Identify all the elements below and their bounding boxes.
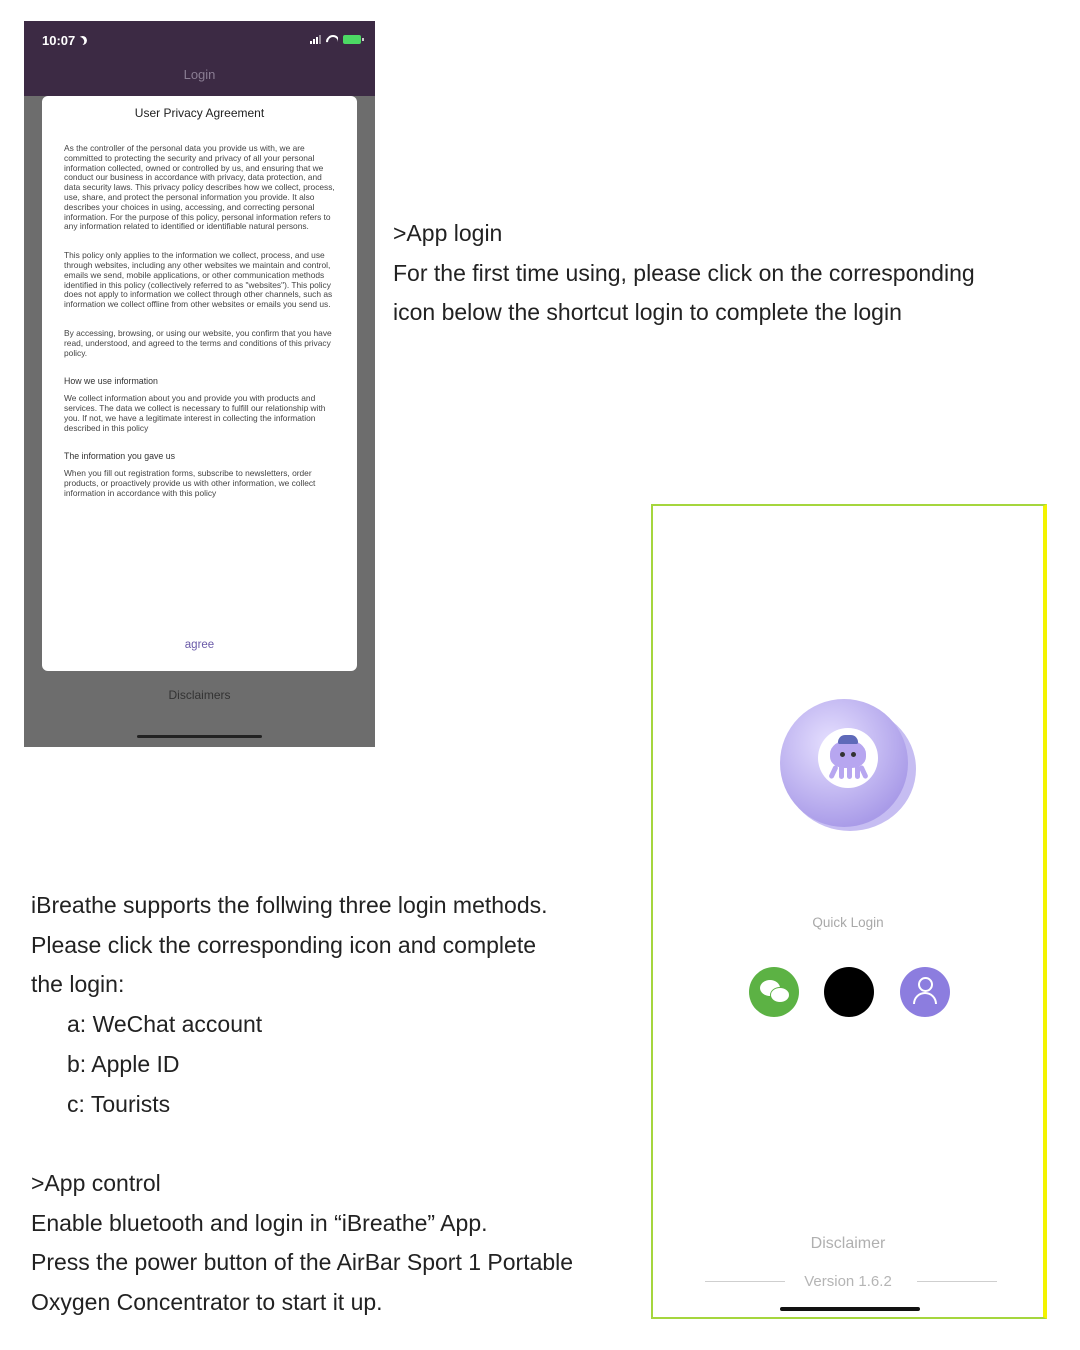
app-login-text xyxy=(393,214,975,333)
method-item: a: WeChat account xyxy=(67,1011,263,1038)
moon-icon xyxy=(77,35,89,47)
quick-login-screen xyxy=(651,504,1047,1319)
home-indicator[interactable] xyxy=(780,1307,920,1311)
wifi-icon xyxy=(326,35,338,44)
app-control-line: Press the power button of the AirBar Sport 1 Portable xyxy=(31,1249,574,1276)
app-control-line: Oxygen Concentrator to start it up. xyxy=(31,1289,383,1316)
app-login-line: For the first time using, please click on the corresponding xyxy=(393,259,975,286)
policy-paragraph: As the controller of the personal data you provide us with, we are committed to protecting the security and privacy of all your personal information collected, owned or controlled by us, and ensuring that we conduct our business in accordance with privacy, data protection, and data security laws. This privacy policy describes how we collect, process, use, share, and protect the personal information you provide. It also describes your choices in using, accessing, and correcting personal information. For the purpose of this policy, personal information refers to any information related to identified or identifiable natural persons. xyxy=(64,144,335,232)
app-login-line: icon below the shortcut login to complete the login xyxy=(393,299,902,326)
status-time xyxy=(42,33,87,48)
home-indicator[interactable] xyxy=(137,735,262,738)
privacy-screen xyxy=(24,21,375,747)
policy-paragraph: We collect information about you and provide you with products and services. The data we collect is necessary to fulfill our relationship with you. If not, we have a legitimate interest in collecting the information described in this policy xyxy=(64,393,326,433)
policy-heading: How we use information xyxy=(64,376,158,387)
status-time-text: 10:07 xyxy=(42,33,76,48)
app-control-text xyxy=(31,1164,573,1323)
octopus-mascot-icon xyxy=(818,728,878,788)
version-label: Version 1.6.2 xyxy=(804,1273,892,1290)
disclaimer-link[interactable]: Disclaimer xyxy=(810,1235,886,1252)
policy-text[interactable] xyxy=(64,144,335,622)
method-item: b: Apple ID xyxy=(67,1050,180,1077)
app-control-heading: >App control xyxy=(31,1170,161,1196)
agree-button[interactable]: agree xyxy=(184,639,215,651)
divider xyxy=(917,1281,997,1282)
nav-title: Login xyxy=(183,67,216,82)
policy-paragraph: By accessing, browsing, or using our website, you confirm that you have read, understood, and agreed to the terms and conditions of this privacy policy. xyxy=(64,327,332,358)
top-bar xyxy=(24,21,375,96)
method-item: c: Tourists xyxy=(67,1090,171,1117)
battery-icon xyxy=(343,35,361,44)
methods-line: iBreathe supports the follwing three login methods. xyxy=(31,892,548,918)
methods-line: the login: xyxy=(31,971,125,998)
privacy-dialog xyxy=(42,96,357,671)
app-login-heading: >App login xyxy=(393,220,503,246)
tourist-login-button[interactable] xyxy=(900,967,950,1017)
disclaimers-link[interactable]: Disclaimers xyxy=(168,688,231,702)
app-logo xyxy=(780,699,918,837)
dialog-title: User Privacy Agreement xyxy=(134,106,265,120)
policy-paragraph: When you fill out registration forms, subscribe to newsletters, order products, or proactively provide us with other information, we collect information in accordance with this policy xyxy=(64,468,316,498)
app-control-line: Enable bluetooth and login in “iBreathe” App. xyxy=(31,1209,488,1236)
policy-heading: The information you gave us xyxy=(64,451,176,462)
quick-login-label: Quick Login xyxy=(812,915,884,930)
methods-line: Please click the corresponding icon and complete xyxy=(31,931,537,958)
wechat-login-button[interactable] xyxy=(749,967,799,1017)
status-icons xyxy=(310,35,361,44)
policy-paragraph: This policy only applies to the information we collect, process, and use through websites, including any other websites we maintain and control, emails we send, mobile applications, or other communication methods identified in this policy (collectively referred to as "websites"). This policy does not apply to information we collect through other channels, such as information we collect offline from other websites or emails you send us. xyxy=(64,250,333,310)
login-methods-text xyxy=(31,886,548,1124)
signal-icon xyxy=(310,35,321,44)
apple-login-button[interactable] xyxy=(824,967,874,1017)
